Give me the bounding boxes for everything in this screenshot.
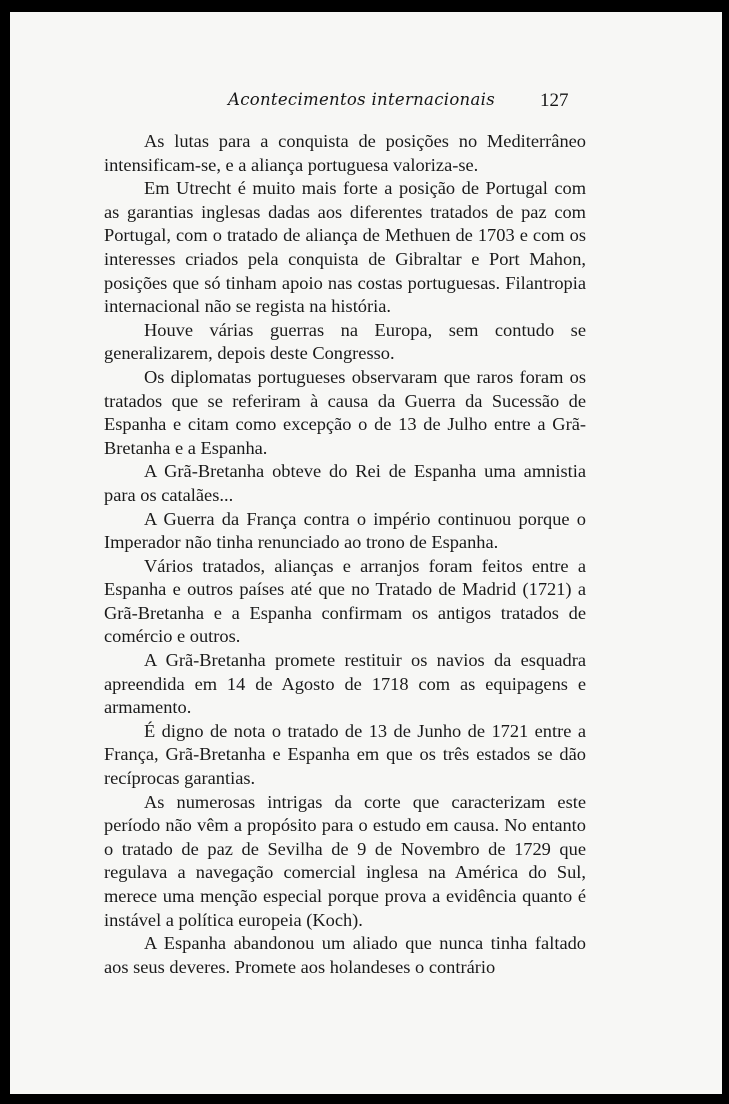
paragraph: A Espanha abandonou um aliado que nunca tinha faltado aos seus deveres. Promete aos holandeses o contrário	[104, 933, 586, 977]
paragraph: Houve várias guerras na Europa, sem contudo se generalizarem, depois deste Congresso.	[104, 319, 586, 364]
book-page	[10, 12, 722, 1094]
paragraph: As lutas para a conquista de posições no Mediterrâneo intensificam-se, e a aliança portuguesa valoriza-se.	[104, 131, 586, 175]
paragraph: É digno de nota o tratado de 13 de Junho de 1721 entre a França, Grã-Bretanha e Espanha em que os três estados se dão recíprocas garantias.	[104, 720, 586, 789]
paragraph: As numerosas intrigas da corte que caracterizam este período não vêm a propósito para o estudo em causa. No entanto o tratado de paz de Sevilha de 9 de Novembro de 1729 que regulava a navegação comercial inglesa na América do Sul, merece uma menção especial porque prova a evidência quanto é instável a política europeia (Koch).	[104, 791, 586, 930]
body-text	[104, 130, 586, 979]
paragraph: Vários tratados, alianças e arranjos foram feitos entre a Espanha e outros países até que no Tratado de Madrid (1721) a Grã-Bretanha e a Espanha confirmam os antigos tratados de comércio e outros.	[104, 555, 586, 647]
paragraph: A Grã-Bretanha obteve do Rei de Espanha uma amnistia para os catalães...	[104, 461, 586, 505]
running-title: Acontecimentos internacionais	[228, 90, 495, 109]
paragraph: Em Utrecht é muito mais forte a posição de Portugal com as garantias inglesas dadas aos diferentes tratados de paz com Portugal, com o tratado de aliança de Methuen de 1703 e com os interesses criados pela conquista de Gibraltar e Port Mahon, posições que só tinham apoio nas costas portuguesas. Filantropia internacional não se regista na história.	[104, 178, 586, 317]
paragraph: Os diplomatas portugueses observaram que raros foram os tratados que se referiram à causa da Guerra da Sucessão de Espanha e citam como excepção o de 13 de Julho entre a Grã-Bretanha e a Espanha.	[104, 366, 586, 458]
paragraph: A Guerra da França contra o império continuou porque o Imperador não tinha renunciado ao trono de Espanha.	[104, 508, 586, 553]
paragraph: A Grã-Bretanha promete restituir os navios da esquadra apreendida em 14 de Agosto de 1718 com as equipagens e armamento.	[104, 650, 586, 718]
page-header	[10, 90, 722, 120]
page-number: 127	[540, 90, 569, 111]
